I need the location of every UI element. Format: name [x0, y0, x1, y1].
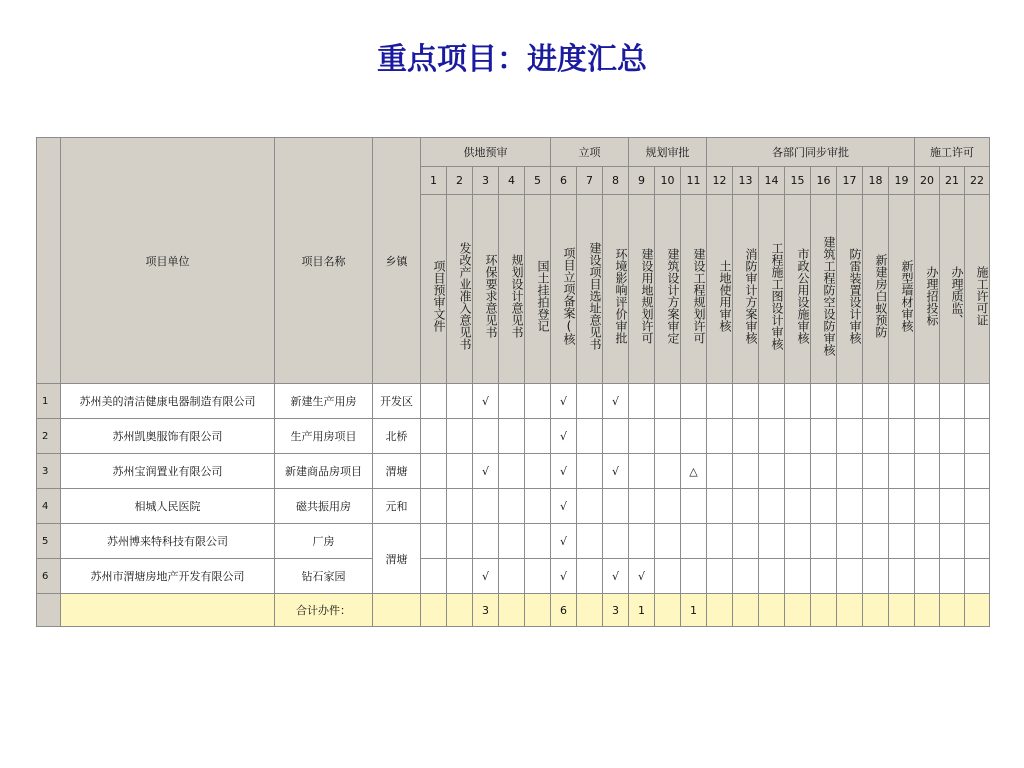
cell-mark[interactable]	[681, 524, 707, 559]
step-name: 土地使用审核	[707, 195, 733, 384]
cell-mark[interactable]	[759, 419, 785, 454]
step-name: 消防审计方案审核	[733, 195, 759, 384]
cell-mark[interactable]	[889, 524, 915, 559]
step-number: 2	[447, 167, 473, 195]
cell-name[interactable]: 钻石家园	[275, 559, 373, 594]
cell-mark[interactable]	[577, 489, 603, 524]
cell-mark[interactable]	[811, 524, 837, 559]
cell-mark[interactable]	[525, 489, 551, 524]
cell-mark[interactable]	[707, 384, 733, 419]
summary-value	[759, 594, 785, 627]
summary-value: 1	[681, 594, 707, 627]
cell-mark[interactable]	[447, 559, 473, 594]
group-header: 供地预审	[421, 138, 551, 167]
cell-mark[interactable]	[447, 454, 473, 489]
cell-mark[interactable]: √	[473, 559, 499, 594]
cell-name[interactable]: 生产用房项目	[275, 419, 373, 454]
cell-mark[interactable]: √	[551, 524, 577, 559]
cell-mark[interactable]	[577, 524, 603, 559]
summary-row	[37, 594, 990, 627]
step-number: 5	[525, 167, 551, 195]
table-row[interactable]	[37, 559, 990, 594]
step-name: 施工许可证	[965, 195, 990, 384]
group-header: 施工许可	[915, 138, 990, 167]
cell-mark[interactable]	[965, 419, 990, 454]
cell-unit[interactable]: 相城人民医院	[61, 489, 275, 524]
cell-mark[interactable]	[889, 419, 915, 454]
step-name: 新建房白蚁预防	[863, 195, 889, 384]
step-name: 国土挂拍登记	[525, 195, 551, 384]
cell-mark[interactable]	[525, 524, 551, 559]
cell-mark[interactable]: √	[551, 419, 577, 454]
summary-value	[733, 594, 759, 627]
step-number: 1	[421, 167, 447, 195]
cell-mark[interactable]	[889, 454, 915, 489]
cell-mark[interactable]	[499, 489, 525, 524]
cell-mark[interactable]	[915, 419, 940, 454]
summary-value: 6	[551, 594, 577, 627]
table-row[interactable]	[37, 384, 990, 419]
cell-mark[interactable]	[759, 454, 785, 489]
cell-mark[interactable]	[733, 384, 759, 419]
cell-unit[interactable]: 苏州市渭塘房地产开发有限公司	[61, 559, 275, 594]
summary-label: 合计办件：	[275, 594, 373, 627]
step-number: 12	[707, 167, 733, 195]
cell-mark[interactable]	[421, 524, 447, 559]
cell-town[interactable]: 元和	[373, 489, 421, 524]
cell-mark[interactable]	[863, 454, 889, 489]
step-number: 16	[811, 167, 837, 195]
cell-mark[interactable]	[889, 489, 915, 524]
cell-mark[interactable]	[811, 454, 837, 489]
summary-value	[915, 594, 940, 627]
table-row[interactable]	[37, 419, 990, 454]
summary-value: 3	[473, 594, 499, 627]
cell-mark[interactable]	[577, 454, 603, 489]
summary-blank	[61, 594, 275, 627]
step-number: 6	[551, 167, 577, 195]
cell-mark[interactable]	[447, 419, 473, 454]
cell-mark[interactable]	[759, 559, 785, 594]
cell-mark[interactable]	[733, 524, 759, 559]
cell-mark[interactable]	[473, 489, 499, 524]
row-number: 6	[37, 559, 61, 594]
summary-value: 3	[603, 594, 629, 627]
cell-mark[interactable]	[733, 559, 759, 594]
summary-value: 1	[629, 594, 655, 627]
cell-mark[interactable]	[447, 524, 473, 559]
cell-mark[interactable]	[603, 489, 629, 524]
cell-mark[interactable]	[603, 524, 629, 559]
cell-mark[interactable]	[421, 419, 447, 454]
cell-mark[interactable]: √	[603, 384, 629, 419]
header-town: 乡镇	[373, 138, 421, 384]
step-name: 工程施工图设计审核	[759, 195, 785, 384]
cell-mark[interactable]	[785, 419, 811, 454]
cell-mark[interactable]	[811, 489, 837, 524]
step-name: 项目立项备案(核	[551, 195, 577, 384]
cell-mark[interactable]	[965, 454, 990, 489]
summary-value	[655, 594, 681, 627]
cell-mark[interactable]	[707, 524, 733, 559]
cell-town[interactable]: 北桥	[373, 419, 421, 454]
row-number: 2	[37, 419, 61, 454]
cell-mark[interactable]	[629, 419, 655, 454]
step-name: 办理招投标	[915, 195, 940, 384]
cell-unit[interactable]: 苏州宝润置业有限公司	[61, 454, 275, 489]
cell-mark[interactable]	[863, 419, 889, 454]
cell-mark[interactable]	[785, 559, 811, 594]
cell-mark[interactable]	[940, 559, 965, 594]
step-number: 13	[733, 167, 759, 195]
step-number: 3	[473, 167, 499, 195]
cell-mark[interactable]	[525, 559, 551, 594]
cell-unit[interactable]: 苏州美的清洁健康电器制造有限公司	[61, 384, 275, 419]
cell-mark[interactable]	[707, 559, 733, 594]
cell-mark[interactable]: √	[551, 559, 577, 594]
summary-blank	[373, 594, 421, 627]
cell-mark[interactable]	[837, 559, 863, 594]
cell-mark[interactable]	[655, 419, 681, 454]
step-number: 15	[785, 167, 811, 195]
cell-mark[interactable]	[421, 384, 447, 419]
table-row[interactable]	[37, 489, 990, 524]
step-number: 17	[837, 167, 863, 195]
step-name: 发改产业准入意见书	[447, 195, 473, 384]
cell-mark[interactable]	[473, 524, 499, 559]
cell-town[interactable]: 渭塘	[373, 454, 421, 489]
page-title: 重点项目：进度汇总	[377, 42, 647, 77]
cell-mark[interactable]	[421, 559, 447, 594]
cell-mark[interactable]	[525, 419, 551, 454]
cell-mark[interactable]	[447, 384, 473, 419]
group-header: 各部门同步审批	[707, 138, 915, 167]
cell-mark[interactable]	[940, 454, 965, 489]
cell-mark[interactable]	[707, 454, 733, 489]
corner-cell	[37, 138, 61, 384]
cell-mark[interactable]	[733, 489, 759, 524]
cell-mark[interactable]	[811, 419, 837, 454]
cell-mark[interactable]	[707, 489, 733, 524]
cell-mark[interactable]	[499, 524, 525, 559]
step-name: 建筑工程防空设防审核	[811, 195, 837, 384]
cell-mark[interactable]	[915, 454, 940, 489]
cell-town[interactable]: 开发区	[373, 384, 421, 419]
cell-mark[interactable]	[681, 559, 707, 594]
cell-mark[interactable]	[940, 489, 965, 524]
cell-mark[interactable]	[655, 384, 681, 419]
cell-mark[interactable]	[965, 489, 990, 524]
cell-mark[interactable]	[837, 524, 863, 559]
cell-mark[interactable]	[759, 524, 785, 559]
cell-mark[interactable]	[525, 454, 551, 489]
cell-mark[interactable]	[577, 419, 603, 454]
step-number: 8	[603, 167, 629, 195]
cell-mark[interactable]	[785, 489, 811, 524]
step-name: 办理质监、	[940, 195, 965, 384]
cell-mark[interactable]: △	[681, 454, 707, 489]
cell-mark[interactable]	[603, 419, 629, 454]
step-number: 14	[759, 167, 785, 195]
cell-mark[interactable]	[629, 524, 655, 559]
cell-unit[interactable]: 苏州博来特科技有限公司	[61, 524, 275, 559]
cell-name[interactable]: 新建商品房项目	[275, 454, 373, 489]
cell-name[interactable]: 厂房	[275, 524, 373, 559]
cell-mark[interactable]: √	[603, 559, 629, 594]
cell-mark[interactable]	[759, 384, 785, 419]
cell-town[interactable]: 渭塘	[373, 524, 421, 594]
cell-mark[interactable]: √	[551, 489, 577, 524]
cell-mark[interactable]	[473, 419, 499, 454]
cell-mark[interactable]	[499, 454, 525, 489]
cell-mark[interactable]: √	[473, 454, 499, 489]
cell-mark[interactable]	[940, 524, 965, 559]
step-name: 环保要求意见书	[473, 195, 499, 384]
summary-value	[811, 594, 837, 627]
cell-mark[interactable]	[655, 559, 681, 594]
summary-value	[785, 594, 811, 627]
cell-mark[interactable]	[681, 489, 707, 524]
cell-mark[interactable]	[915, 524, 940, 559]
cell-mark[interactable]	[577, 559, 603, 594]
cell-mark[interactable]	[629, 454, 655, 489]
step-number: 4	[499, 167, 525, 195]
cell-mark[interactable]	[811, 559, 837, 594]
cell-name[interactable]: 磁共振用房	[275, 489, 373, 524]
cell-mark[interactable]	[421, 489, 447, 524]
cell-mark[interactable]: √	[603, 454, 629, 489]
step-name: 建设项目选址意见书	[577, 195, 603, 384]
cell-mark[interactable]: √	[473, 384, 499, 419]
step-name: 建设工程规划许可	[681, 195, 707, 384]
cell-mark[interactable]	[499, 384, 525, 419]
summary-value	[837, 594, 863, 627]
group-header: 立项	[551, 138, 629, 167]
progress-table	[36, 137, 990, 627]
step-number: 19	[889, 167, 915, 195]
step-name: 新型墙材审核	[889, 195, 915, 384]
row-number: 4	[37, 489, 61, 524]
cell-mark[interactable]: √	[629, 559, 655, 594]
cell-mark[interactable]	[837, 489, 863, 524]
progress-spreadsheet	[36, 137, 990, 627]
cell-mark[interactable]	[733, 419, 759, 454]
step-number: 21	[940, 167, 965, 195]
row-number: 5	[37, 524, 61, 559]
cell-mark[interactable]	[499, 419, 525, 454]
cell-mark[interactable]	[681, 384, 707, 419]
cell-mark[interactable]	[421, 454, 447, 489]
row-number-blank	[37, 594, 61, 627]
cell-mark[interactable]	[499, 559, 525, 594]
cell-mark[interactable]	[837, 419, 863, 454]
cell-mark[interactable]	[940, 419, 965, 454]
cell-mark[interactable]	[785, 454, 811, 489]
step-name: 建筑设计方案审定	[655, 195, 681, 384]
cell-mark[interactable]	[629, 489, 655, 524]
cell-mark[interactable]	[965, 524, 990, 559]
cell-mark[interactable]	[629, 384, 655, 419]
summary-value	[707, 594, 733, 627]
summary-value	[499, 594, 525, 627]
header-name: 项目名称	[275, 138, 373, 384]
cell-mark[interactable]	[785, 384, 811, 419]
summary-value	[421, 594, 447, 627]
step-number: 22	[965, 167, 990, 195]
cell-mark[interactable]	[655, 454, 681, 489]
cell-mark[interactable]	[863, 384, 889, 419]
cell-mark[interactable]	[707, 419, 733, 454]
step-number: 10	[655, 167, 681, 195]
cell-mark[interactable]	[889, 559, 915, 594]
cell-name[interactable]: 新建生产用房	[275, 384, 373, 419]
step-name: 建设用地规划许可	[629, 195, 655, 384]
cell-mark[interactable]	[915, 559, 940, 594]
step-name: 市政公用设施审核	[785, 195, 811, 384]
cell-mark[interactable]: √	[551, 384, 577, 419]
cell-mark[interactable]	[447, 489, 473, 524]
step-name: 防雷装置设计审核	[837, 195, 863, 384]
cell-mark[interactable]	[940, 384, 965, 419]
step-name: 环境影响评价审批	[603, 195, 629, 384]
step-number: 20	[915, 167, 940, 195]
summary-value	[577, 594, 603, 627]
cell-mark[interactable]	[863, 489, 889, 524]
cell-mark[interactable]	[863, 559, 889, 594]
step-name: 项目预审文件	[421, 195, 447, 384]
cell-mark[interactable]	[733, 454, 759, 489]
cell-mark[interactable]	[655, 524, 681, 559]
step-number: 9	[629, 167, 655, 195]
table-row[interactable]	[37, 524, 990, 559]
cell-mark[interactable]	[655, 489, 681, 524]
cell-mark[interactable]	[525, 384, 551, 419]
group-header: 规划审批	[629, 138, 707, 167]
summary-value	[965, 594, 990, 627]
cell-mark[interactable]	[811, 384, 837, 419]
cell-mark[interactable]	[759, 489, 785, 524]
cell-mark[interactable]	[915, 489, 940, 524]
table-row[interactable]	[37, 454, 990, 489]
summary-value	[889, 594, 915, 627]
step-number: 7	[577, 167, 603, 195]
summary-value	[863, 594, 889, 627]
cell-mark[interactable]	[889, 384, 915, 419]
cell-mark[interactable]	[837, 384, 863, 419]
summary-value	[525, 594, 551, 627]
cell-mark[interactable]	[965, 384, 990, 419]
cell-mark[interactable]: √	[551, 454, 577, 489]
row-number: 3	[37, 454, 61, 489]
cell-unit[interactable]: 苏州凯奥服饰有限公司	[61, 419, 275, 454]
row-number: 1	[37, 384, 61, 419]
cell-mark[interactable]	[785, 524, 811, 559]
step-number: 18	[863, 167, 889, 195]
step-number: 11	[681, 167, 707, 195]
header-unit: 项目单位	[61, 138, 275, 384]
cell-mark[interactable]	[863, 524, 889, 559]
cell-mark[interactable]	[577, 384, 603, 419]
cell-mark[interactable]	[681, 419, 707, 454]
summary-value	[447, 594, 473, 627]
cell-mark[interactable]	[915, 384, 940, 419]
cell-mark[interactable]	[837, 454, 863, 489]
summary-value	[940, 594, 965, 627]
step-name: 规划设计意见书	[499, 195, 525, 384]
cell-mark[interactable]	[965, 559, 990, 594]
